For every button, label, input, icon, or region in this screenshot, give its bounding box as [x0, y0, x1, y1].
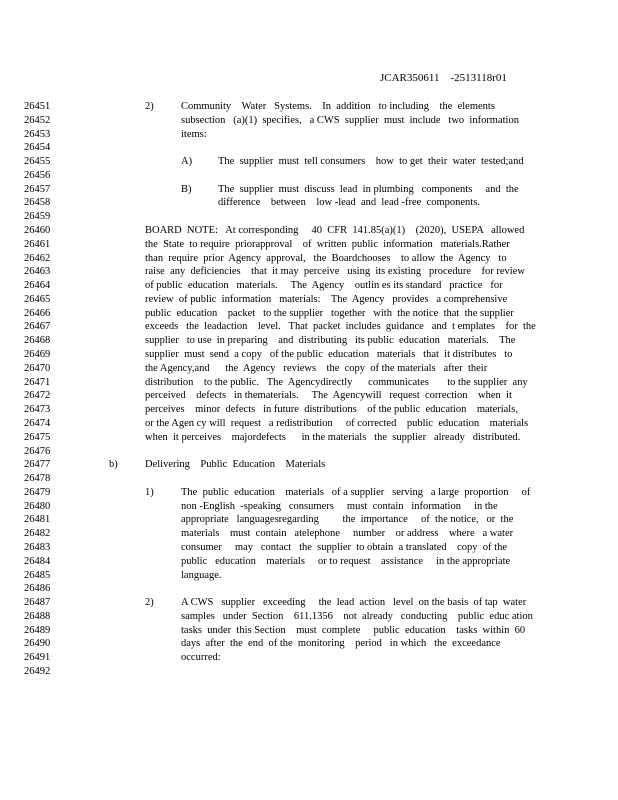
document-line: [0, 500, 618, 514]
line-number: 26482: [24, 528, 51, 540]
list-marker: 2): [145, 101, 154, 112]
document-line: [0, 527, 618, 541]
document-line: [0, 155, 618, 169]
line-text: language.: [181, 569, 222, 581]
line-number: 26486: [24, 583, 51, 595]
line-text: supplier to use in preparing and distributing its public education materials. The: [145, 335, 516, 347]
document-line: [0, 293, 618, 307]
document-line: [0, 541, 618, 555]
document-line: [0, 238, 618, 252]
line-number: 26452: [24, 114, 51, 126]
line-text: raise any deficiencies that it may perceive using its existing procedure for review: [145, 266, 525, 278]
document-line: [0, 100, 618, 114]
list-marker: A): [181, 156, 193, 168]
line-number: 26458: [24, 197, 51, 209]
line-number: 26455: [24, 156, 51, 168]
line-number: 26465: [24, 293, 51, 305]
line-number: 26470: [24, 362, 51, 374]
line-text: exceeds the leadaction level. That packet includes guidance and t emplates for the: [145, 321, 536, 333]
document-line: [0, 362, 618, 376]
line-number: 26485: [24, 569, 51, 581]
document-line: [0, 403, 618, 417]
line-number: 26473: [24, 404, 51, 416]
line-number: 26477: [24, 459, 51, 471]
line-text: The supplier must tell consumers how to get their water tested;and: [218, 156, 524, 168]
document-line: [0, 555, 618, 569]
document-line: [0, 569, 618, 583]
line-text: distribution to the public. The Agencydirectly communicates to the supplier any: [145, 376, 528, 388]
line-number: 26469: [24, 349, 51, 361]
list-marker: B): [181, 183, 192, 195]
line-text: days after the end of the monitoring period in which the exceedance: [181, 638, 501, 650]
line-text: tasks under this Section must complete public education tasks within 60: [181, 624, 526, 636]
line-text: appropriate languagesregarding the importance of the notice, or the: [181, 514, 514, 526]
line-number: 26464: [24, 280, 51, 292]
line-text: BOARD NOTE: At corresponding 40 CFR 141.85(a)(1) (2020), USEPA allowed: [145, 225, 525, 237]
line-text: items:: [181, 128, 207, 140]
line-number: 26476: [24, 445, 51, 457]
line-text: Community Water Systems. In addition to including the elements: [181, 101, 495, 112]
document-header: JCAR350611 -2513118r01: [380, 72, 507, 84]
line-number: 26468: [24, 335, 51, 347]
line-number: 26453: [24, 128, 51, 140]
document-line: [0, 472, 618, 486]
document-line: [0, 458, 618, 472]
line-number: 26487: [24, 597, 51, 609]
line-number: 26489: [24, 624, 51, 636]
document-line: [0, 389, 618, 403]
line-number: 26475: [24, 431, 51, 443]
line-text: than require prior Agency approval, the Boardchooses to allow the Agency to: [145, 252, 507, 264]
document-line: [0, 651, 618, 665]
line-text: samples under Section 611.1356 not already conducting public educ ation: [181, 610, 533, 622]
document-line: [0, 196, 618, 210]
line-number: 26454: [24, 142, 51, 154]
document-line: [0, 348, 618, 362]
document-line: [0, 307, 618, 321]
line-number: 26471: [24, 376, 51, 388]
document-line: [0, 596, 618, 610]
document-line: [0, 128, 618, 142]
list-marker: 1): [145, 486, 154, 498]
document-line: [0, 114, 618, 128]
list-marker: 2): [145, 597, 154, 609]
document-line: [0, 210, 618, 224]
line-text: perceived defects in thematerials. The Agencywill request correction when it: [145, 390, 512, 402]
line-number: 26491: [24, 652, 51, 664]
line-number: 26480: [24, 500, 51, 512]
document-line: [0, 417, 618, 431]
document-line: [0, 334, 618, 348]
line-number: 26460: [24, 225, 51, 237]
line-text: when it perceives majordefects in the materials the supplier already distributed.: [145, 431, 521, 443]
line-text: The public education materials of a supplier serving a large proportion of: [181, 486, 531, 498]
document-line: [0, 224, 618, 238]
line-text: supplier must send a copy of the public education materials that it distributes to: [145, 349, 513, 361]
line-number: 26451: [24, 101, 51, 112]
line-text: public education materials or to request assistance in the appropriate: [181, 555, 511, 567]
document-line: [0, 445, 618, 459]
line-text: Delivering Public Education Materials: [145, 459, 326, 471]
line-number: 26466: [24, 307, 51, 319]
line-number: 26474: [24, 417, 51, 429]
document-line: [0, 582, 618, 596]
line-number: 26479: [24, 486, 51, 498]
line-text: non -English -speaking consumers must contain information in the: [181, 500, 498, 512]
document-line: [0, 279, 618, 293]
line-number: 26461: [24, 238, 51, 250]
document-line: [0, 486, 618, 500]
document-line: [0, 141, 618, 155]
line-number: 26472: [24, 390, 51, 402]
line-number: 26459: [24, 211, 51, 223]
line-number: 26462: [24, 252, 51, 264]
line-number: 26457: [24, 183, 51, 195]
line-number: 26481: [24, 514, 51, 526]
line-text: difference between low -lead and lead -free components.: [218, 197, 480, 209]
document-line: [0, 169, 618, 183]
line-text: public education packet to the supplier together with the notice that the supplier: [145, 307, 514, 319]
line-text: A CWS supplier exceeding the lead action level on the basis of tap water: [181, 597, 527, 609]
line-number: 26490: [24, 638, 51, 650]
line-number: 26456: [24, 169, 51, 181]
line-text: the State to require priorapproval of written public information materials.Rather: [145, 238, 510, 250]
line-number: 26483: [24, 541, 51, 553]
document-line: [0, 624, 618, 638]
line-text: perceives minor defects in future distributions of the public education materials,: [145, 404, 518, 416]
line-text: occurred:: [181, 652, 221, 664]
document-line: [0, 610, 618, 624]
document-line: [0, 637, 618, 651]
line-text: of public education materials. The Agency outlin es its standard practice for: [145, 280, 503, 292]
line-number: 26467: [24, 321, 51, 333]
line-number: 26463: [24, 266, 51, 278]
document-line: [0, 320, 618, 334]
document-line: [0, 265, 618, 279]
list-marker: b): [109, 459, 118, 471]
line-number: 26484: [24, 555, 51, 567]
document-line: [0, 183, 618, 197]
line-number: 26488: [24, 610, 51, 622]
line-text: consumer may contact the supplier to obtain a translated copy of the: [181, 541, 507, 553]
line-text: The supplier must discuss lead in plumbing components and the: [218, 183, 519, 195]
line-text: the Agency,and the Agency reviews the copy of the materials after their: [145, 362, 488, 374]
line-text: subsection (a)(1) specifies, a CWS supplier must include two information: [181, 114, 519, 126]
document-line: [0, 431, 618, 445]
line-text: or the Agen cy will request a redistribution of corrected public education materials: [145, 417, 529, 429]
document-line: [0, 252, 618, 266]
document-line: [0, 376, 618, 390]
line-number: 26478: [24, 473, 51, 485]
document-line: [0, 665, 618, 679]
line-text: materials must contain atelephone number or address where a water: [181, 528, 514, 540]
line-text: review of public information materials: The Agency provides a comprehensive: [145, 293, 508, 305]
document-line: [0, 513, 618, 527]
line-number: 26492: [24, 665, 51, 677]
